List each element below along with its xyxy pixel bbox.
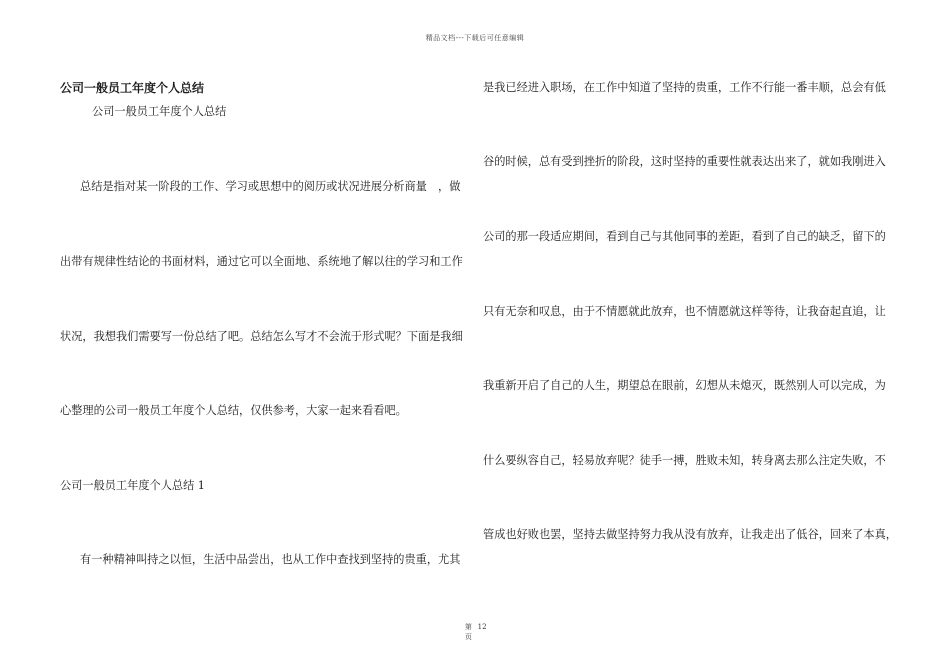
- paragraph-line: 什么要纵容自己，轻易放弃呢？徒手一搏，胜败未知，转身离去那么注定失败，不: [483, 454, 886, 467]
- paragraph-line: 管成也好败也罢，坚持去做坚持努力我从没有放弃，让我走出了低谷，回来了本真，: [483, 528, 897, 541]
- document-title: 公司一般员工年度个人总结: [60, 81, 205, 95]
- paragraph-line: 公司的那一段适应期间，看到自己与其他同事的差距，看到了自己的缺乏，留下的: [483, 230, 886, 243]
- page-header: 精品文档---下载后可任意编辑: [425, 34, 525, 42]
- section-heading: 公司一般员工年度个人总结 1: [60, 479, 205, 492]
- page-number: 12: [477, 623, 487, 631]
- paragraph-line: 我重新开启了自己的人生，期望总在眼前，幻想从未熄灭，既然别人可以完成，为: [483, 379, 886, 392]
- paragraph-line: 只有无奈和叹息，由于不情愿就此放弃，也不情愿就这样等待，让我奋起直追，让: [483, 305, 886, 318]
- page-footer: [0, 622, 950, 642]
- subtitle-line: 公司一般员工年度个人总结: [92, 105, 227, 118]
- paragraph-line: 有一种精神叫持之以恒，生活中品尝出，也从工作中查找到坚持的贵重，尤其: [80, 553, 461, 566]
- paragraph-line: 状况，我想我们需要写一份总结了吧。总结怎么写才不会流于形式呢？下面是我细: [60, 330, 463, 343]
- paragraph-line: 是我已经进入职场，在工作中知道了坚持的贵重，工作不行能一番丰顺，总会有低: [483, 81, 886, 94]
- paragraph-line: 出带有规律性结论的书面材料，通过它可以全面地、系统地了解以往的学习和工作: [60, 255, 463, 268]
- paragraph-line: 谷的时候，总有受到挫折的阶段，这时坚持的重要性就表达出来了，就如我刚进入: [483, 155, 886, 168]
- paragraph-line: 总结是指对某一阶段的工作、学习或思想中的阅历或状况进展分析商量 ，做: [80, 180, 461, 193]
- page-label: 第页: [464, 623, 472, 641]
- paragraph-line: 心整理的公司一般员工年度个人总结，仅供参考，大家一起来看看吧。: [60, 404, 407, 417]
